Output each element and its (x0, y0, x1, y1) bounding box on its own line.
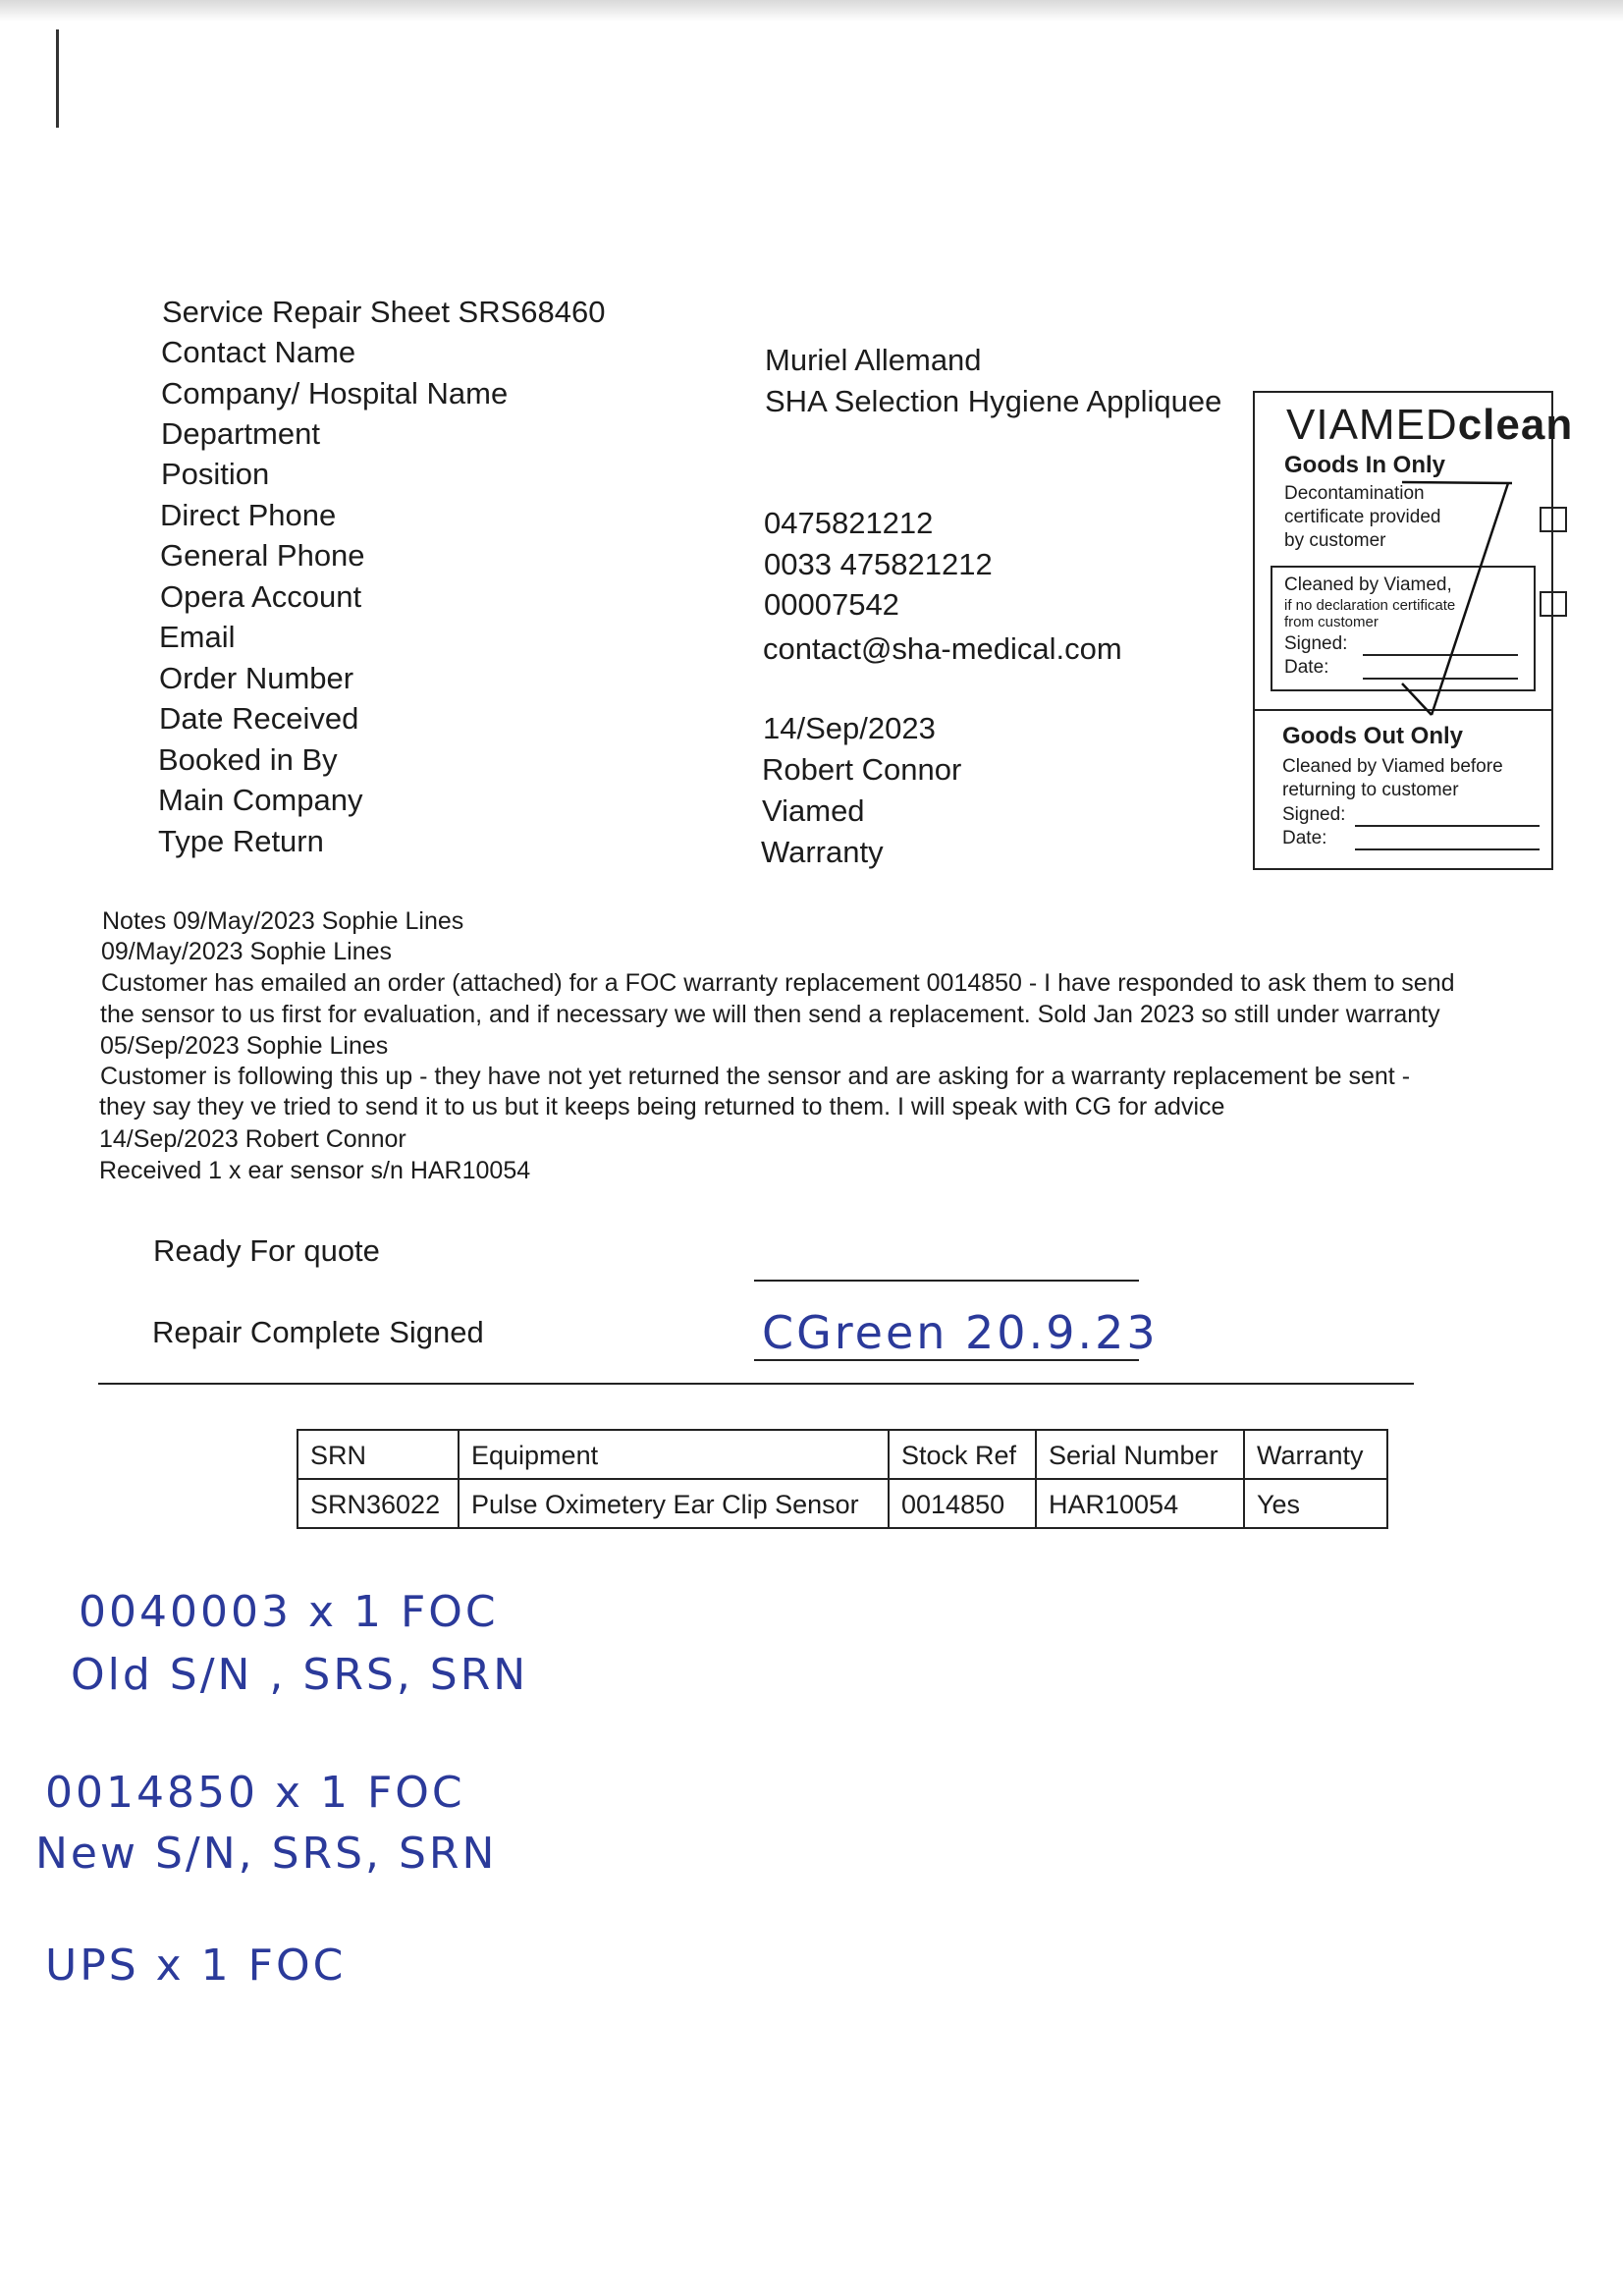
repair-complete-label: Repair Complete Signed (152, 1315, 484, 1349)
cell-equipment: Pulse Oximetery Ear Clip Sensor (459, 1479, 889, 1528)
label-opera-account: Opera Account (160, 579, 362, 614)
logo-viamed: VIAMED (1286, 401, 1458, 449)
value-email: contact@sha-medical.com (763, 631, 1122, 666)
cell-srn: SRN36022 (298, 1479, 459, 1528)
goods-out-date-label: Date: (1282, 828, 1327, 848)
goods-out-title: Goods Out Only (1282, 723, 1463, 749)
decon-text-1: Decontamination (1284, 483, 1425, 504)
label-type-return: Type Return (158, 824, 324, 858)
header-stock-ref: Stock Ref (889, 1430, 1036, 1479)
handwritten-line-2: Old S/N , SRS, SRN (71, 1650, 529, 1700)
cleaned-date-label: Date: (1284, 657, 1329, 678)
notes-line-4: 05/Sep/2023 Sophie Lines (100, 1032, 389, 1060)
cleaned-note-2: from customer (1284, 614, 1379, 630)
decon-text-2: certificate provided (1284, 507, 1441, 527)
value-type-return: Warranty (761, 835, 884, 869)
header-serial-number: Serial Number (1036, 1430, 1244, 1479)
ready-for-quote-label: Ready For quote (153, 1233, 380, 1268)
value-general-phone: 0033 475821212 (764, 547, 993, 581)
label-company: Company/ Hospital Name (161, 376, 509, 410)
scan-mark (56, 29, 59, 128)
notes-line-8: Received 1 x ear sensor s/n HAR10054 (99, 1157, 531, 1184)
notes-line-7: 14/Sep/2023 Robert Connor (99, 1125, 406, 1153)
label-order-number: Order Number (159, 661, 354, 695)
cell-stock-ref: 0014850 (889, 1479, 1036, 1528)
value-main-company: Viamed (762, 793, 865, 828)
cleaned-signed-label: Signed: (1284, 633, 1348, 654)
label-main-company: Main Company (158, 783, 363, 817)
notes-line-1: 09/May/2023 Sophie Lines (101, 938, 393, 965)
value-direct-phone: 0475821212 (764, 506, 934, 540)
header-srn: SRN (298, 1430, 459, 1479)
label-department: Department (161, 416, 320, 451)
value-company: SHA Selection Hygiene Appliquee (765, 384, 1222, 418)
label-contact-name: Contact Name (161, 335, 356, 369)
repair-complete-line (754, 1359, 1139, 1361)
handwritten-line-3: 0014850 x 1 FOC (45, 1768, 465, 1818)
sheet-title: Service Repair Sheet SRS68460 (162, 295, 606, 329)
label-date-received: Date Received (159, 701, 359, 736)
label-email: Email (159, 620, 236, 654)
notes-line-2: Customer has emailed an order (attached) for a FOC warranty replacement 0014850 - I have responded to ask them to send (101, 969, 1455, 997)
cleaned-note-1: if no declaration certificate (1284, 597, 1456, 614)
goods-out-signed-label: Signed: (1282, 804, 1346, 825)
label-direct-phone: Direct Phone (160, 498, 337, 532)
handwritten-line-5: UPS x 1 FOC (45, 1941, 347, 1991)
table-row (298, 1479, 1387, 1528)
repair-complete-signature: CGreen 20.9.23 (762, 1306, 1159, 1359)
scan-edge-shadow (0, 0, 1623, 22)
notes-line-3: the sensor to us first for evaluation, and if necessary we will then send a replacement. Sold Jan 2023 so still under warranty (100, 1001, 1440, 1028)
handwritten-line-4: New S/N, SRS, SRN (35, 1829, 498, 1879)
value-contact-name: Muriel Allemand (765, 343, 982, 377)
cleaned-title: Cleaned by Viamed, (1284, 574, 1452, 595)
value-date-received: 14/Sep/2023 (763, 711, 936, 745)
goods-out-text-1: Cleaned by Viamed before (1282, 756, 1503, 777)
ready-for-quote-line (754, 1280, 1139, 1282)
notes-header: Notes 09/May/2023 Sophie Lines (102, 907, 464, 935)
value-opera-account: 00007542 (764, 587, 899, 622)
value-booked-in-by: Robert Connor (762, 752, 962, 787)
equipment-table (297, 1429, 1388, 1529)
viamed-clean-stamp (1253, 391, 1574, 870)
label-general-phone: General Phone (160, 538, 365, 573)
cell-warranty: Yes (1244, 1479, 1387, 1528)
notes-line-5: Customer is following this up - they have not yet returned the sensor and are asking for a warranty replacement be sent - (100, 1063, 1411, 1090)
decon-text-3: by customer (1284, 530, 1386, 551)
notes-line-6: they say they ve tried to send it to us but it keeps being returned to them. I will speak with CG for advice (99, 1093, 1225, 1121)
handwritten-line-1: 0040003 x 1 FOC (79, 1587, 499, 1637)
goods-in-title: Goods In Only (1284, 452, 1446, 478)
goods-out-text-2: returning to customer (1282, 780, 1459, 800)
label-position: Position (161, 457, 270, 491)
label-booked-in-by: Booked in By (158, 742, 338, 777)
stamp-tick-mark (1255, 393, 1555, 872)
section-separator (98, 1383, 1414, 1385)
cell-serial-number: HAR10054 (1036, 1479, 1244, 1528)
header-equipment: Equipment (459, 1430, 889, 1479)
logo-clean: clean (1457, 401, 1574, 449)
table-header-row (298, 1430, 1387, 1479)
header-warranty: Warranty (1244, 1430, 1387, 1479)
